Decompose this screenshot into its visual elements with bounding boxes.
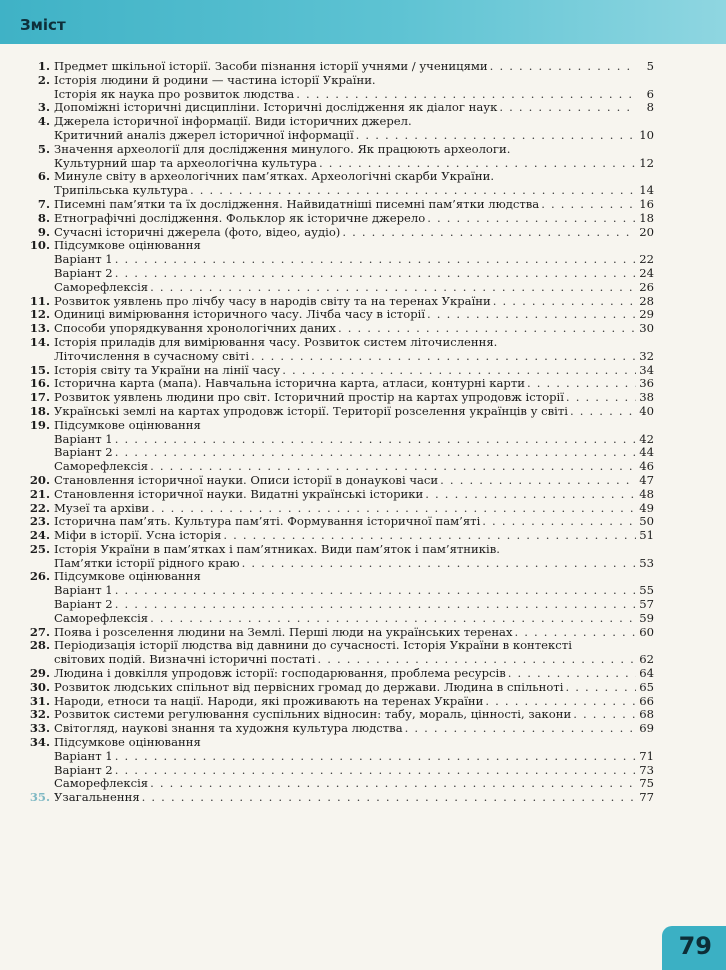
toc-entry-number: 22. [29,500,50,515]
toc-entry [28,639,654,667]
dot-leader [570,405,636,419]
toc-subentry [28,433,654,447]
toc-page-number: 14 [639,183,654,198]
toc-subentry [28,281,654,295]
dot-leader [565,681,636,695]
toc-page-number: 60 [639,624,654,639]
dot-leader [342,226,636,240]
dot-leader [490,60,636,74]
toc-entry-title: Підсумкове оцінювання [54,735,201,750]
toc-page-number: 30 [639,321,654,336]
toc-entry [28,60,654,74]
toc-page-number: 65 [639,679,654,694]
toc-entry-title: Варіант 2 [54,597,113,612]
toc-entry-title: Підсумкове оцінювання [54,238,201,253]
toc-entry-title: Значення археології для дослідження минулого. Як працюють археологи. [54,141,511,156]
toc-entry-title: Пам’ятки історії рідного краю [54,555,240,570]
toc-entry-title: Історія приладів для вимірювання часу. Розвиток систем літочислення. [54,334,498,349]
toc-entry-number: 30. [29,679,50,694]
toc-subentry [28,460,654,474]
toc-page-number: 64 [639,666,654,681]
toc-entry-number: 33. [29,721,50,736]
toc-entry-number: 18. [29,403,50,418]
toc-page-number: 50 [639,514,654,529]
toc-entry-title: Культурний шар та археологічна культура [54,155,317,170]
toc-page-number: 26 [639,279,654,294]
dot-leader [499,101,636,115]
toc-page-number: 42 [639,431,654,446]
toc-entry-title: Етнографічні дослідження. Фольклор як історичне джерело [54,210,426,225]
toc-entry-title: Історична пам’ять. Культура пам’яті. Формування історичної пам’яті [54,514,481,529]
toc-entry-title: Становлення історичної науки. Описи історії в донаукові часи [54,472,439,487]
dot-leader [573,708,636,722]
toc-page-number: 71 [639,748,654,763]
toc-entry-title: Одиниці вимірювання історичного часу. Лічба часу в історії [54,307,426,322]
toc-entry [28,226,654,240]
toc-entry-number: 14. [29,334,50,349]
dot-leader [338,322,636,336]
toc-entry [28,722,654,736]
toc-entry-number: 19. [29,417,50,432]
toc-page-number: 44 [639,445,654,460]
toc-entry-title: Трипільська культура [54,183,188,198]
dot-leader [142,791,636,805]
toc-entry-number: 26. [29,569,50,584]
toc-entry-title: Узагальнення [54,790,140,805]
toc-entry-number: 21. [29,486,50,501]
toc-entry-number: 13. [29,321,50,336]
toc-entry-title: Сучасні історичні джерела (фото, відео, аудіо) [54,224,341,239]
toc-page-number: 46 [639,459,654,474]
dot-leader [566,391,636,405]
toc-page-number: 20 [639,224,654,239]
table-of-contents [28,60,654,805]
toc-entry-title: Українські землі на картах упродовж історії. Території розселення українців у світі [54,403,568,418]
toc-page-number: 10 [639,127,654,142]
toc-entry-title: Поява і розселення людини на Землі. Перші люди на українських теренах [54,624,513,639]
toc-page-number: 28 [639,293,654,308]
toc-entry-number: 12. [29,307,50,322]
toc-entry-title: Саморефлексія [54,459,149,474]
toc-entry-title: Варіант 2 [54,762,113,777]
toc-page-number: 5 [646,59,654,73]
toc-entry-title: Історична карта (мапа). Навчальна історична карта, атласи, контурні карти [54,376,525,391]
toc-entry-title: Варіант 1 [54,252,113,267]
toc-subentry [28,777,654,791]
toc-subentry [28,446,654,460]
toc-entry [28,405,654,419]
toc-subentry [28,267,654,281]
dot-leader [427,212,636,226]
dot-leader [427,308,636,322]
dot-leader [223,529,636,543]
toc-subentry [28,750,654,764]
toc-entry [28,543,654,571]
dot-leader [115,750,636,764]
toc-entry [28,419,654,433]
toc-subentry [28,764,654,778]
toc-entry-number: 27. [29,624,50,639]
toc-entry-title: Розвиток людських спільнот від первісних громад до держави. Людина в спільноті [54,679,564,694]
toc-entry-title: Міфи в історії. Усна історія [54,528,222,543]
toc-entry-number: 10. [29,238,50,253]
dot-leader [515,626,637,640]
toc-entry [28,198,654,212]
toc-entry-number: 31. [29,693,50,708]
page-title: Зміст [20,16,66,34]
toc-page-number: 36 [639,376,654,391]
toc-entry-title: Допоміжні історичні дисципліни. Історичні дослідження як діалог наук [54,100,498,115]
dot-leader [242,557,636,571]
toc-page-number: 69 [639,721,654,736]
toc-entry [28,708,654,722]
toc-entry [28,626,654,640]
toc-entry-title: Світогляд, наукові знання та художня культура людства [54,721,403,736]
toc-entry-number: 29. [29,666,50,681]
toc-entry-title: Критичний аналіз джерел історичної інформації [54,127,354,142]
toc-entry [28,336,654,364]
toc-entry-number: 16. [29,376,50,391]
toc-page-number: 32 [639,348,654,363]
toc-entry-title: Саморефлексія [54,610,149,625]
toc-entry-number: 8. [37,210,50,225]
dot-leader [541,198,636,212]
toc-entry [28,115,654,143]
toc-page-number: 59 [639,610,654,625]
toc-entry [28,295,654,309]
toc-entry-number: 6. [37,169,50,184]
toc-entry-number: 17. [29,390,50,405]
toc-page-number: 34 [639,362,654,377]
toc-entry [28,570,654,584]
toc-entry-number: 32. [29,707,50,722]
toc-entry-title: Літочислення в сучасному світі [54,348,250,363]
toc-page-number: 53 [639,555,654,570]
dot-leader [115,446,636,460]
dot-leader [508,667,636,681]
dot-leader [150,777,636,791]
toc-subentry [28,253,654,267]
toc-entry-number: 7. [37,196,50,211]
toc-page-number: 18 [639,210,654,225]
dot-leader [282,364,636,378]
toc-entry [28,143,654,171]
page-number-tab [662,926,726,970]
toc-page-number: 6 [646,86,654,101]
toc-entry [28,74,654,102]
toc-entry-title: Варіант 1 [54,431,113,446]
dot-leader [485,695,636,709]
toc-entry [28,736,654,750]
toc-entry-title: Історія людини й родини — частина історії України. [54,72,376,87]
toc-entry-title: Саморефлексія [54,776,149,791]
toc-entry-title: Періодизація історії людства від давнини до сучасності. Історія України в контексті [54,638,572,653]
toc-entry [28,212,654,226]
toc-entry-title: Варіант 1 [54,583,113,598]
toc-entry-number: 23. [29,514,50,529]
toc-page-number: 29 [639,307,654,322]
toc-entry-number: 20. [29,472,50,487]
toc-page-number: 57 [639,597,654,612]
toc-entry-title: Музеї та архіви [54,500,150,515]
header-bar [0,0,726,44]
toc-entry-title: Підсумкове оцінювання [54,569,201,584]
toc-entry-title: Варіант 2 [54,445,113,460]
toc-entry-number: 4. [37,114,50,129]
toc-entry [28,791,654,805]
toc-page-number: 16 [639,196,654,211]
toc-entry-title: Людина і довкілля упродовж історії: господарювання, проблема ресурсів [54,666,506,681]
toc-subentry [28,584,654,598]
toc-entry [28,695,654,709]
dot-leader [405,722,636,736]
dot-leader [251,350,636,364]
toc-entry-number: 15. [29,362,50,377]
dot-leader [356,129,636,143]
toc-entry-number: 2. [37,72,50,87]
toc-entry [28,101,654,115]
toc-entry-title: світових подій. Визначні історичні постаті [54,652,316,667]
toc-entry-title: Способи упорядкування хронологічних даних [54,321,336,336]
page-number: 79 [678,932,712,960]
dot-leader [150,460,636,474]
dot-leader [317,653,636,667]
toc-page-number: 24 [639,265,654,280]
toc-page-number: 12 [639,155,654,170]
toc-entry-number: 5. [37,141,50,156]
toc-subentry [28,598,654,612]
toc-page-number: 38 [639,390,654,405]
toc-page-number: 22 [639,252,654,267]
dot-leader [296,88,636,102]
toc-page-number: 68 [639,707,654,722]
toc-entry [28,170,654,198]
toc-page-number: 62 [639,652,654,667]
toc-entry-title: Становлення історичної науки. Видатні українські історики [54,486,424,501]
toc-entry-number: 34. [29,735,50,750]
toc-page-number: 75 [639,776,654,791]
dot-leader [115,598,636,612]
toc-entry [28,322,654,336]
toc-entry-title: Джерела історичної інформації. Види історичних джерел. [54,114,412,129]
toc-entry-title: Писемні пам’ятки та їх дослідження. Найвидатніші писемні пам’ятки людства [54,196,540,211]
dot-leader [190,184,636,198]
toc-entry [28,364,654,378]
toc-entry [28,474,654,488]
toc-entry [28,681,654,695]
dot-leader [150,612,636,626]
toc-entry-title: Народи, етноси та нації. Народи, які проживають на теренах України [54,693,484,708]
toc-page-number: 49 [639,500,654,515]
toc-entry [28,308,654,322]
toc-entry-title: Історія як наука про розвиток людства [54,86,295,101]
dot-leader [115,433,636,447]
toc-entry-title: Розвиток уявлень людини про світ. Історичний простір на картах упродовж історії [54,390,564,405]
toc-entry-title: Предмет шкільної історії. Засоби пізнання історії учнями / ученицями [54,59,488,73]
toc-page-number: 55 [639,583,654,598]
dot-leader [425,488,636,502]
toc-entry-title: Саморефлексія [54,279,149,294]
toc-page-number: 66 [639,693,654,708]
toc-entry [28,502,654,516]
dot-leader [482,515,636,529]
dot-leader [150,281,636,295]
toc-entry-number: 25. [29,541,50,556]
toc-entry-title: Варіант 1 [54,748,113,763]
toc-entry-title: Розвиток системи регулювання суспільних відносин: табу, мораль, цінності, закони [54,707,572,722]
toc-entry [28,239,654,253]
toc-entry-number: 11. [29,293,50,308]
toc-entry [28,667,654,681]
toc-subentry [28,612,654,626]
toc-entry-number: 9. [37,224,50,239]
toc-entry-title: Минуле світу в археологічних пам’ятках. Археологічні скарби України. [54,169,495,184]
toc-entry-number: 28. [29,638,50,653]
toc-entry-title: Історія світу та України на лінії часу [54,362,281,377]
dot-leader [527,377,636,391]
dot-leader [115,764,636,778]
toc-entry [28,515,654,529]
toc-page-number: 48 [639,486,654,501]
dot-leader [440,474,636,488]
dot-leader [151,502,636,516]
toc-entry-title: Розвиток уявлень про лічбу часу в народів світу та на теренах України [54,293,491,308]
toc-page-number: 77 [639,790,654,805]
toc-page-number: 51 [639,528,654,543]
toc-entry-title: Історія України в пам’ятках і пам’ятниках. Види пам’яток і пам’ятників. [54,541,500,556]
toc-entry-number: 35. [29,790,50,805]
toc-entry [28,391,654,405]
toc-entry-number: 24. [29,528,50,543]
toc-entry [28,488,654,502]
dot-leader [115,584,636,598]
toc-entry [28,377,654,391]
dot-leader [115,253,636,267]
toc-page-number: 40 [639,403,654,418]
dot-leader [115,267,636,281]
toc-entry [28,529,654,543]
toc-entry-number: 1. [37,59,50,73]
dot-leader [493,295,636,309]
toc-entry-title: Варіант 2 [54,265,113,280]
toc-page-number: 47 [639,472,654,487]
dot-leader [319,157,636,171]
toc-entry-number: 3. [37,100,50,115]
toc-entry-title: Підсумкове оцінювання [54,417,201,432]
toc-page-number: 8 [646,100,654,115]
toc-page-number: 73 [639,762,654,777]
